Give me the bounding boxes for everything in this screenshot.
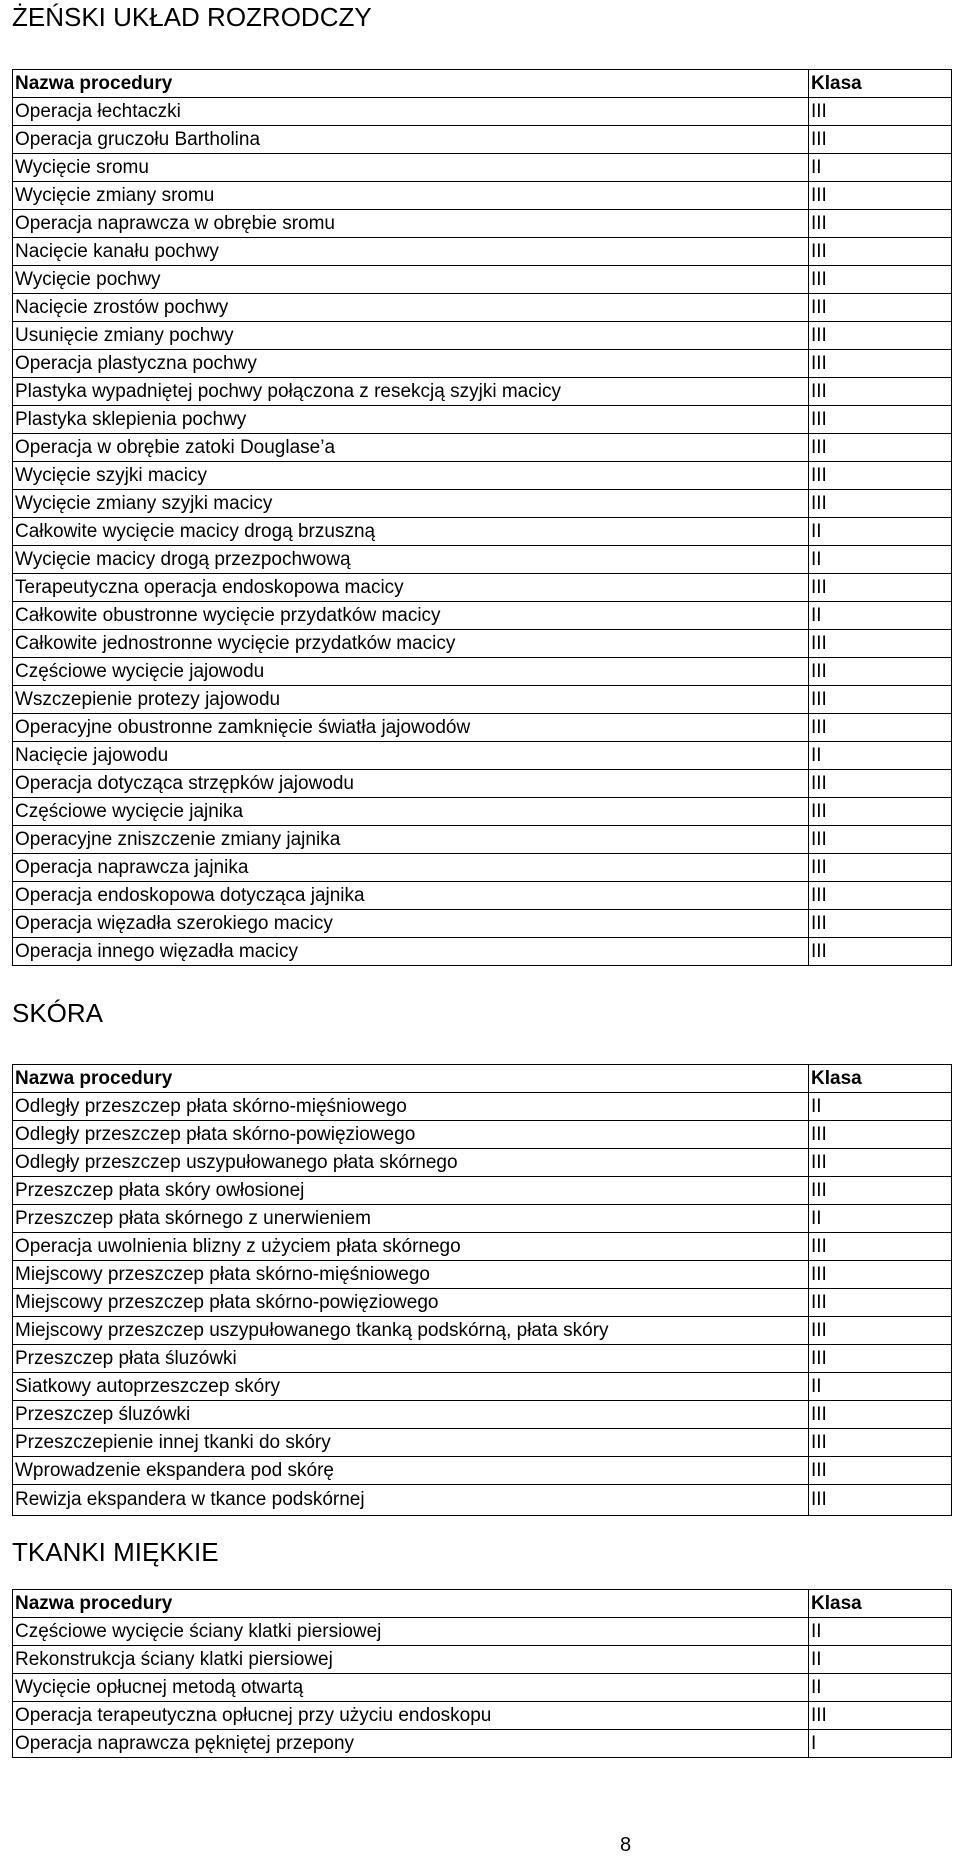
table-row <box>13 826 952 854</box>
table-row <box>13 266 952 294</box>
procedure-name-cell: Operacja uwolnienia blizny z użyciem płata skórnego <box>13 1233 809 1261</box>
procedure-class-cell: III <box>809 490 952 518</box>
table-row <box>13 322 952 350</box>
table-row <box>13 714 952 742</box>
procedure-name-cell: Plastyka sklepienia pochwy <box>13 406 809 434</box>
procedure-name-cell: Operacja plastyczna pochwy <box>13 350 809 378</box>
table-row <box>13 686 952 714</box>
procedure-name-cell: Operacja łechtaczki <box>13 98 809 126</box>
table-row <box>13 462 952 490</box>
column-header-procedure-name: Nazwa procedury <box>13 1590 809 1618</box>
table-row <box>13 1345 952 1373</box>
table-row <box>13 1233 952 1261</box>
procedure-class-cell: III <box>809 1317 952 1345</box>
procedure-class-cell: III <box>809 434 952 462</box>
procedure-class-cell: II <box>809 742 952 770</box>
procedure-class-cell: III <box>809 658 952 686</box>
procedure-class-cell: II <box>809 1646 952 1674</box>
procedure-name-cell: Odległy przeszczep uszypułowanego płata skórnego <box>13 1149 809 1177</box>
procedure-name-cell: Przeszczepienie innej tkanki do skóry <box>13 1429 809 1457</box>
table-row <box>13 154 952 182</box>
procedure-name-cell: Nacięcie jajowodu <box>13 742 809 770</box>
procedure-name-cell: Operacja endoskopowa dotycząca jajnika <box>13 882 809 910</box>
procedure-class-cell: III <box>809 910 952 938</box>
table-row <box>13 238 952 266</box>
table-row <box>13 1289 952 1317</box>
section-title-female-reproductive: ŻEŃSKI UKŁAD ROZRODCZY <box>12 2 372 32</box>
procedure-class-cell: III <box>809 462 952 490</box>
procedure-class-cell: III <box>809 686 952 714</box>
table-row <box>13 938 952 966</box>
table-row <box>13 378 952 406</box>
procedures-table-female-reproductive <box>12 69 952 966</box>
procedure-name-cell: Operacja naprawcza jajnika <box>13 854 809 882</box>
procedure-name-cell: Przeszczep płata skórnego z unerwieniem <box>13 1205 809 1233</box>
procedure-name-cell: Miejscowy przeszczep płata skórno-powięziowego <box>13 1289 809 1317</box>
procedure-class-cell: III <box>809 406 952 434</box>
table-row <box>13 658 952 686</box>
table-row <box>13 546 952 574</box>
procedure-name-cell: Przeszczep płata śluzówki <box>13 1345 809 1373</box>
procedure-class-cell: III <box>809 182 952 210</box>
table-row <box>13 98 952 126</box>
procedure-class-cell: III <box>809 126 952 154</box>
procedure-class-cell: III <box>809 1149 952 1177</box>
procedure-name-cell: Operacja w obrębie zatoki Douglase’a <box>13 434 809 462</box>
table-row <box>13 742 952 770</box>
table-row <box>13 1177 952 1205</box>
table-row <box>13 1261 952 1289</box>
procedure-name-cell: Operacja dotycząca strzępków jajowodu <box>13 770 809 798</box>
column-header-class: Klasa <box>809 1065 952 1093</box>
procedure-name-cell: Wycięcie zmiany szyjki macicy <box>13 490 809 518</box>
table-row <box>13 1429 952 1457</box>
procedure-name-cell: Nacięcie zrostów pochwy <box>13 294 809 322</box>
procedure-class-cell: III <box>809 826 952 854</box>
table-row <box>13 1205 952 1233</box>
procedure-name-cell: Wycięcie szyjki macicy <box>13 462 809 490</box>
procedure-class-cell: III <box>809 1121 952 1149</box>
procedure-class-cell: II <box>809 1674 952 1702</box>
table-row <box>13 602 952 630</box>
table-row <box>13 798 952 826</box>
table-row <box>13 1121 952 1149</box>
table-row <box>13 1093 952 1121</box>
table-header-row <box>13 1590 952 1618</box>
table-row <box>13 1401 952 1429</box>
column-header-class: Klasa <box>809 70 952 98</box>
procedure-name-cell: Siatkowy autoprzeszczep skóry <box>13 1373 809 1401</box>
procedure-name-cell: Operacja więzadła szerokiego macicy <box>13 910 809 938</box>
table-row <box>13 210 952 238</box>
procedure-class-cell: II <box>809 1093 952 1121</box>
table-row <box>13 854 952 882</box>
procedure-class-cell: II <box>809 546 952 574</box>
table-row <box>13 1674 952 1702</box>
procedure-class-cell: III <box>809 322 952 350</box>
procedure-name-cell: Operacyjne obustronne zamknięcie światła jajowodów <box>13 714 809 742</box>
procedure-class-cell: III <box>809 1289 952 1317</box>
section-title-soft-tissue: TKANKI MIĘKKIE <box>12 1537 219 1567</box>
procedure-class-cell: III <box>809 1702 952 1730</box>
procedure-name-cell: Operacyjne zniszczenie zmiany jajnika <box>13 826 809 854</box>
procedure-name-cell: Wycięcie zmiany sromu <box>13 182 809 210</box>
table-row <box>13 1646 952 1674</box>
procedure-class-cell: II <box>809 1205 952 1233</box>
table-row <box>13 490 952 518</box>
table-row <box>13 1457 952 1485</box>
procedure-name-cell: Wycięcie pochwy <box>13 266 809 294</box>
procedure-class-cell: III <box>809 238 952 266</box>
table-row <box>13 518 952 546</box>
procedure-class-cell: I <box>809 1730 952 1758</box>
procedure-class-cell: III <box>809 1429 952 1457</box>
procedure-class-cell: II <box>809 602 952 630</box>
table-row <box>13 882 952 910</box>
procedure-class-cell: III <box>809 1457 952 1485</box>
procedure-class-cell: III <box>809 210 952 238</box>
table-row <box>13 406 952 434</box>
procedure-name-cell: Plastyka wypadniętej pochwy połączona z resekcją szyjki macicy <box>13 378 809 406</box>
procedure-name-cell: Przeszczep śluzówki <box>13 1401 809 1429</box>
procedure-name-cell: Usunięcie zmiany pochwy <box>13 322 809 350</box>
procedure-class-cell: III <box>809 378 952 406</box>
procedure-class-cell: III <box>809 294 952 322</box>
procedure-class-cell: III <box>809 574 952 602</box>
procedure-name-cell: Wycięcie opłucnej metodą otwartą <box>13 1674 809 1702</box>
table-row <box>13 350 952 378</box>
procedure-name-cell: Wycięcie sromu <box>13 154 809 182</box>
table-header-row <box>13 70 952 98</box>
column-header-procedure-name: Nazwa procedury <box>13 70 809 98</box>
procedure-class-cell: III <box>809 1261 952 1289</box>
procedure-class-cell: II <box>809 154 952 182</box>
table-row <box>13 126 952 154</box>
table-row <box>13 1149 952 1177</box>
table-row <box>13 630 952 658</box>
procedure-name-cell: Odległy przeszczep płata skórno-powięziowego <box>13 1121 809 1149</box>
page-number: 8 <box>620 1834 632 1856</box>
procedure-name-cell: Wszczepienie protezy jajowodu <box>13 686 809 714</box>
procedure-class-cell: III <box>809 714 952 742</box>
procedure-class-cell: II <box>809 518 952 546</box>
table-row <box>13 574 952 602</box>
procedure-class-cell: III <box>809 770 952 798</box>
procedure-name-cell: Operacja gruczołu Bartholina <box>13 126 809 154</box>
procedure-name-cell: Przeszczep płata skóry owłosionej <box>13 1177 809 1205</box>
procedure-name-cell: Całkowite obustronne wycięcie przydatków macicy <box>13 602 809 630</box>
procedures-table-soft-tissue <box>12 1589 952 1758</box>
procedure-name-cell: Odległy przeszczep płata skórno-mięśniowego <box>13 1093 809 1121</box>
procedure-name-cell: Częściowe wycięcie ściany klatki piersiowej <box>13 1618 809 1646</box>
procedure-class-cell: III <box>809 1233 952 1261</box>
procedure-name-cell: Częściowe wycięcie jajowodu <box>13 658 809 686</box>
procedure-class-cell: III <box>809 1485 952 1516</box>
procedure-name-cell: Częściowe wycięcie jajnika <box>13 798 809 826</box>
procedure-class-cell: III <box>809 854 952 882</box>
column-header-procedure-name: Nazwa procedury <box>13 1065 809 1093</box>
procedure-name-cell: Terapeutyczna operacja endoskopowa macicy <box>13 574 809 602</box>
procedure-name-cell: Całkowite jednostronne wycięcie przydatków macicy <box>13 630 809 658</box>
procedure-class-cell: III <box>809 1177 952 1205</box>
procedure-class-cell: III <box>809 798 952 826</box>
procedure-name-cell: Nacięcie kanału pochwy <box>13 238 809 266</box>
procedure-class-cell: III <box>809 630 952 658</box>
table-row <box>13 182 952 210</box>
procedure-name-cell: Wycięcie macicy drogą przezpochwową <box>13 546 809 574</box>
table-header-row <box>13 1065 952 1093</box>
procedure-name-cell: Całkowite wycięcie macicy drogą brzuszną <box>13 518 809 546</box>
procedure-name-cell: Wprowadzenie ekspandera pod skórę <box>13 1457 809 1485</box>
table-row <box>13 294 952 322</box>
table-row <box>13 1702 952 1730</box>
procedures-table-skin <box>12 1064 952 1516</box>
table-row <box>13 1618 952 1646</box>
procedure-name-cell: Operacja naprawcza pękniętej przepony <box>13 1730 809 1758</box>
procedure-name-cell: Rewizja ekspandera w tkance podskórnej <box>13 1485 809 1516</box>
procedure-name-cell: Rekonstrukcja ściany klatki piersiowej <box>13 1646 809 1674</box>
procedure-name-cell: Operacja innego więzadła macicy <box>13 938 809 966</box>
procedure-class-cell: III <box>809 266 952 294</box>
procedure-class-cell: III <box>809 1401 952 1429</box>
table-row <box>13 434 952 462</box>
table-row <box>13 910 952 938</box>
table-row <box>13 770 952 798</box>
procedure-class-cell: III <box>809 1345 952 1373</box>
procedure-class-cell: III <box>809 98 952 126</box>
procedure-name-cell: Operacja naprawcza w obrębie sromu <box>13 210 809 238</box>
procedure-name-cell: Operacja terapeutyczna opłucnej przy użyciu endoskopu <box>13 1702 809 1730</box>
procedure-class-cell: II <box>809 1373 952 1401</box>
table-row <box>13 1730 952 1758</box>
table-row <box>13 1485 952 1516</box>
procedure-class-cell: III <box>809 882 952 910</box>
column-header-class: Klasa <box>809 1590 952 1618</box>
procedure-class-cell: III <box>809 350 952 378</box>
procedure-name-cell: Miejscowy przeszczep uszypułowanego tkanką podskórną, płata skóry <box>13 1317 809 1345</box>
procedure-class-cell: II <box>809 1618 952 1646</box>
section-title-skin: SKÓRA <box>12 998 104 1028</box>
procedure-class-cell: III <box>809 938 952 966</box>
table-row <box>13 1317 952 1345</box>
table-row <box>13 1373 952 1401</box>
procedure-name-cell: Miejscowy przeszczep płata skórno-mięśniowego <box>13 1261 809 1289</box>
